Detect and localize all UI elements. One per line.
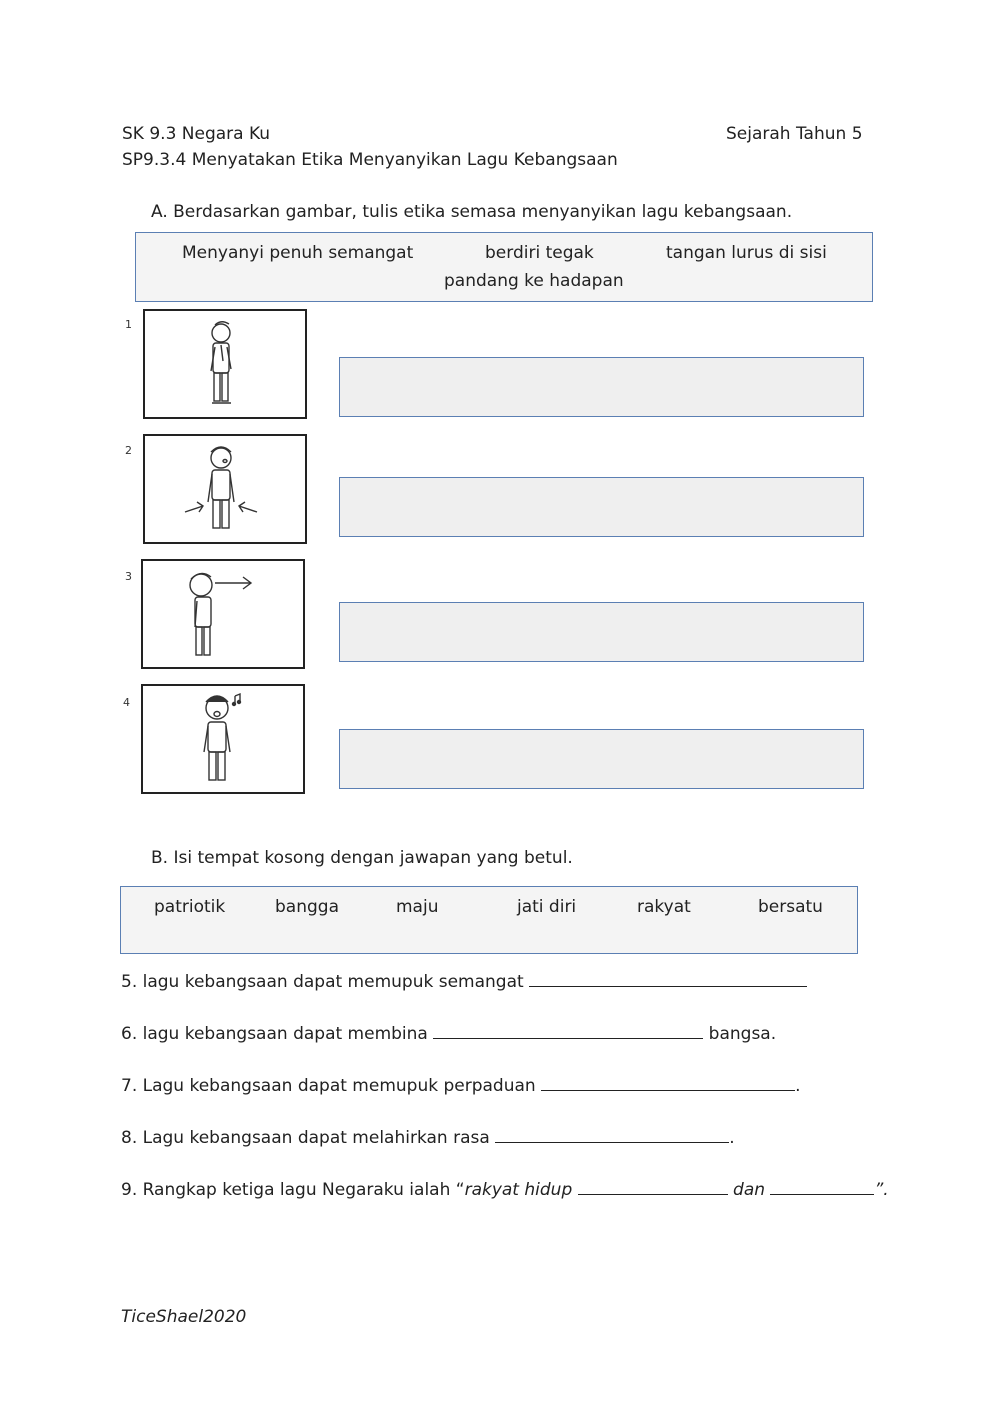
question-text: 7. Lagu kebangsaan dapat memupuk perpaduan: [121, 1076, 536, 1096]
header-topic: SK 9.3 Negara Ku: [122, 124, 271, 144]
boy-singing-icon: [143, 686, 303, 792]
picture-frame-4: [141, 684, 305, 794]
item-number: 3: [125, 570, 132, 583]
answer-box-3[interactable]: [339, 602, 864, 662]
question-5: [121, 972, 807, 992]
question-text-after: .: [729, 1128, 735, 1148]
boy-standing-upright-icon: [145, 311, 305, 417]
word-bank-a: [135, 232, 873, 302]
word-bank-b-item: bangga: [275, 897, 339, 917]
lyric-connector: dan: [733, 1180, 766, 1200]
section-a-instruction: A. Berdasarkan gambar, tulis etika semasa menyanyikan lagu kebangsaan.: [151, 202, 793, 222]
question-text-after: ”.: [874, 1180, 889, 1200]
boy-looking-forward-icon: [143, 561, 303, 667]
word-bank-b-item: maju: [396, 897, 439, 917]
question-text: 8. Lagu kebangsaan dapat melahirkan rasa: [121, 1128, 490, 1148]
word-bank-a-item: Menyanyi penuh semangat: [182, 243, 414, 263]
question-9: [121, 1180, 889, 1200]
header-subject: Sejarah Tahun 5: [726, 124, 863, 144]
author-signature: TiceShael2020: [121, 1307, 247, 1327]
answer-blank-5[interactable]: [529, 972, 807, 987]
answer-blank-8[interactable]: [495, 1128, 729, 1143]
item-number: 1: [125, 318, 132, 331]
section-b-instruction: B. Isi tempat kosong dengan jawapan yang betul.: [151, 848, 573, 868]
word-bank-b: [120, 886, 858, 954]
answer-box-4[interactable]: [339, 729, 864, 789]
item-number: 4: [123, 696, 130, 709]
question-text: 6. lagu kebangsaan dapat membina: [121, 1024, 428, 1044]
lyric-text: rakyat hidup: [464, 1180, 573, 1200]
word-bank-b-item: bersatu: [758, 897, 823, 917]
word-bank-b-item: jati diri: [517, 897, 577, 917]
word-bank-a-item: berdiri tegak: [485, 243, 594, 263]
question-6: [121, 1024, 776, 1044]
answer-blank-9a[interactable]: [578, 1180, 728, 1195]
answer-blank-7[interactable]: [541, 1076, 795, 1091]
picture-frame-1: [143, 309, 307, 419]
picture-frame-3: [141, 559, 305, 669]
question-8: [121, 1128, 735, 1148]
word-bank-b-item: rakyat: [637, 897, 691, 917]
word-bank-a-item: pandang ke hadapan: [444, 271, 624, 291]
boy-hands-at-sides-icon: [145, 436, 305, 542]
answer-box-2[interactable]: [339, 477, 864, 537]
question-text: 9. Rangkap ketiga lagu Negaraku ialah “: [121, 1180, 465, 1200]
word-bank-a-item: tangan lurus di sisi: [666, 243, 827, 263]
answer-box-1[interactable]: [339, 357, 864, 417]
picture-frame-2: [143, 434, 307, 544]
answer-blank-9b[interactable]: [770, 1180, 874, 1195]
answer-blank-6[interactable]: [433, 1024, 703, 1039]
word-bank-b-item: patriotik: [154, 897, 226, 917]
question-text-after: bangsa.: [708, 1024, 777, 1044]
question-text-after: .: [795, 1076, 801, 1096]
header-standard: SP9.3.4 Menyatakan Etika Menyanyikan Lagu Kebangsaan: [122, 150, 618, 170]
question-text: 5. lagu kebangsaan dapat memupuk semangat: [121, 972, 524, 992]
question-7: [121, 1076, 801, 1096]
item-number: 2: [125, 444, 132, 457]
